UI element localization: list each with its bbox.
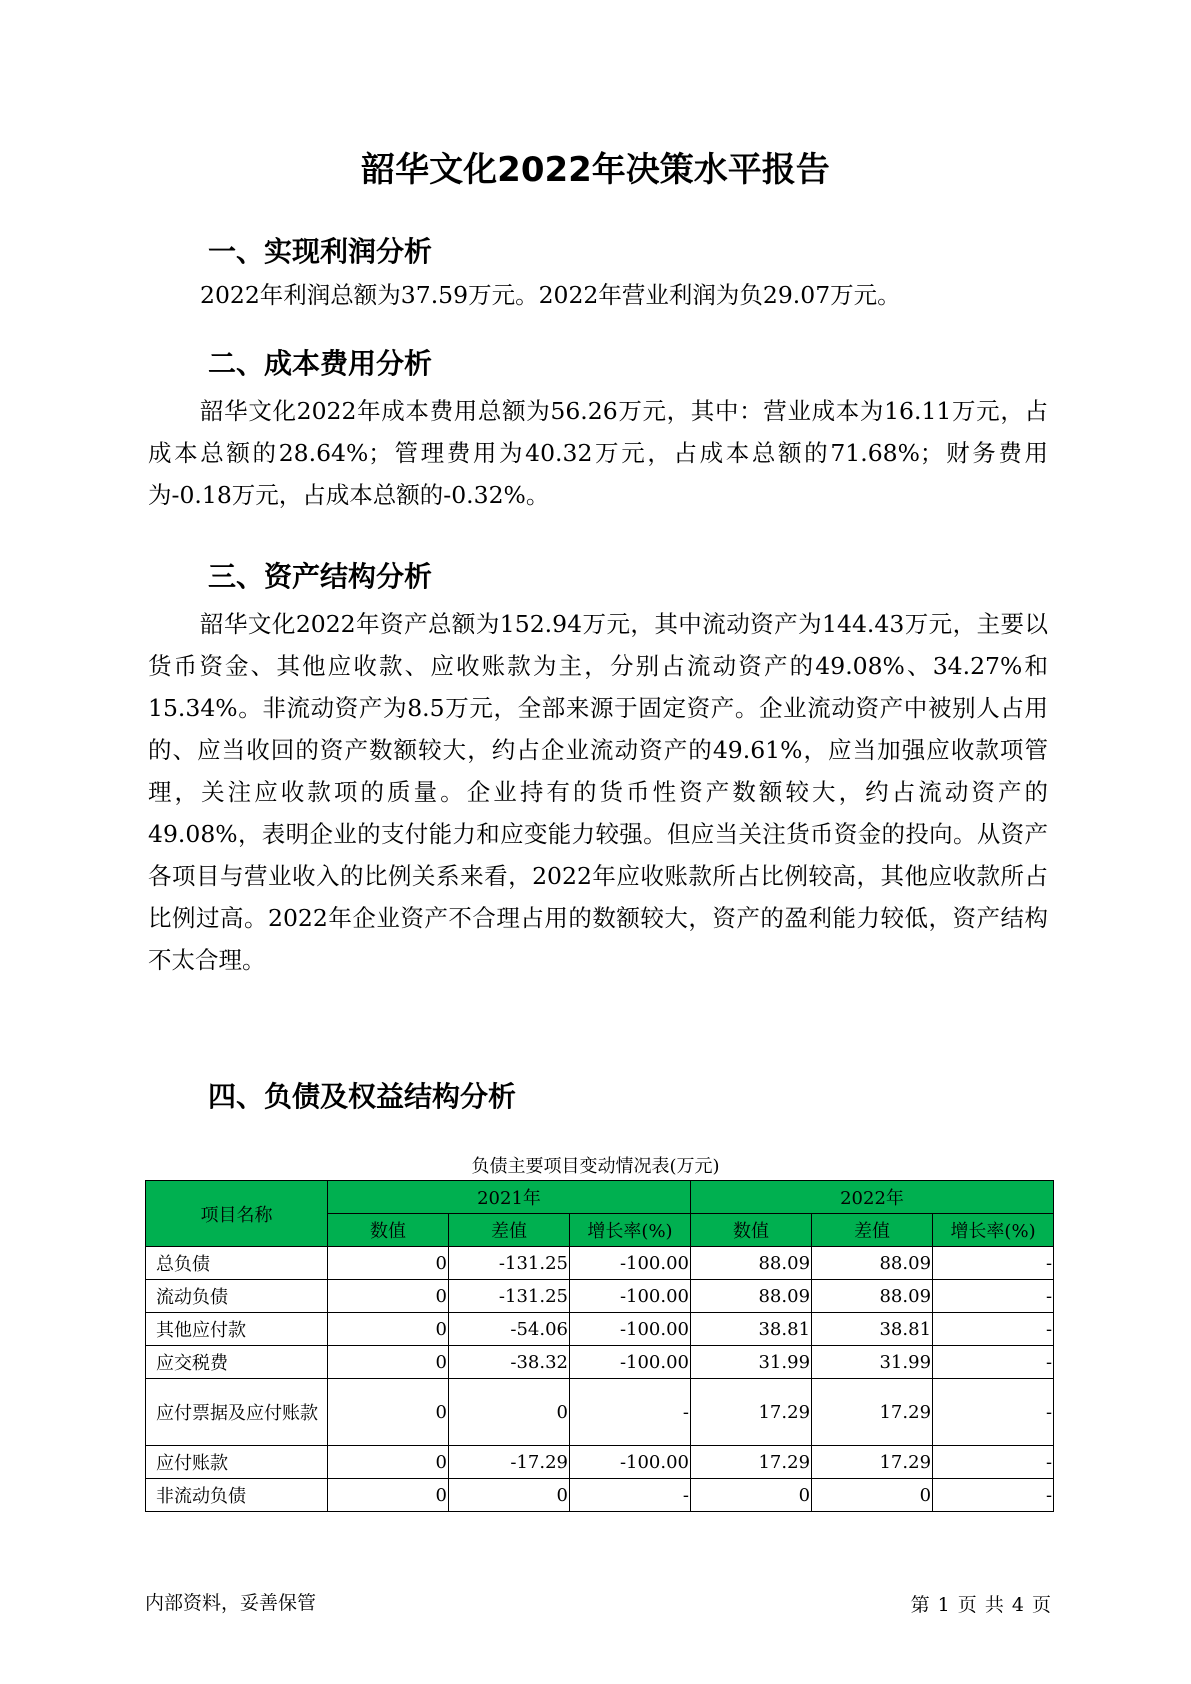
table-cell: -38.32 (449, 1346, 570, 1379)
header-year-2022: 2022年 (691, 1181, 1054, 1214)
row-name: 应交税费 (146, 1346, 328, 1379)
header-sub-value-2022: 数值 (691, 1214, 812, 1247)
table-cell: -54.06 (449, 1313, 570, 1346)
table-cell: -100.00 (570, 1280, 691, 1313)
table-cell: -100.00 (570, 1247, 691, 1280)
table-cell: -100.00 (570, 1346, 691, 1379)
table-cell: 38.81 (812, 1313, 933, 1346)
table-row (146, 1346, 1054, 1379)
table-cell: -100.00 (570, 1446, 691, 1479)
table-cell: - (933, 1346, 1054, 1379)
table-cell: 0 (691, 1479, 812, 1512)
table-cell: - (933, 1379, 1054, 1446)
header-sub-rate-2022: 增长率(%) (933, 1214, 1054, 1247)
header-sub-value-2021: 数值 (328, 1214, 449, 1247)
table-cell: 88.09 (691, 1280, 812, 1313)
table-cell: 0 (449, 1479, 570, 1512)
table-caption: 负债主要项目变动情况表(万元) (471, 1156, 720, 1177)
table-cell: 0 (328, 1313, 449, 1346)
header-year-2021: 2021年 (328, 1181, 691, 1214)
table-cell: - (933, 1280, 1054, 1313)
table-cell: 0 (449, 1379, 570, 1446)
table-cell: -17.29 (449, 1446, 570, 1479)
table-cell: 38.81 (691, 1313, 812, 1346)
table-cell: 0 (812, 1479, 933, 1512)
row-name: 非流动负债 (146, 1479, 328, 1512)
table-row (146, 1280, 1054, 1313)
table-cell: 17.29 (812, 1446, 933, 1479)
table-cell: - (570, 1379, 691, 1446)
section-heading-profit: 一、实现利润分析 (208, 235, 433, 268)
footer-confidential-note: 内部资料，妥善保管 (145, 1592, 317, 1614)
table-cell: - (933, 1247, 1054, 1280)
table-row (146, 1479, 1054, 1512)
table-cell: 88.09 (812, 1247, 933, 1280)
table-cell: -100.00 (570, 1313, 691, 1346)
table-cell: - (570, 1479, 691, 1512)
table-cell: 17.29 (691, 1379, 812, 1446)
table-row (146, 1247, 1054, 1280)
row-name: 总负债 (146, 1247, 328, 1280)
table-cell: 31.99 (812, 1346, 933, 1379)
report-title: 韶华文化2022年决策水平报告 (361, 150, 830, 190)
header-sub-diff-2022: 差值 (812, 1214, 933, 1247)
header-sub-diff-2021: 差值 (449, 1214, 570, 1247)
table-cell: 31.99 (691, 1346, 812, 1379)
table-cell: 0 (328, 1379, 449, 1446)
section-paragraph-profit: 2022年利润总额为37.59万元。2022年营业利润为负29.07万元。 (200, 281, 901, 309)
table-cell: -131.25 (449, 1247, 570, 1280)
header-sub-rate-2021: 增长率(%) (570, 1214, 691, 1247)
table-cell: 88.09 (812, 1280, 933, 1313)
footer-page-number: 第 1 页 共 4 页 (910, 1594, 1051, 1616)
liabilities-table (145, 1180, 1054, 1512)
table-cell: 88.09 (691, 1247, 812, 1280)
row-name: 应付账款 (146, 1446, 328, 1479)
table-cell: - (933, 1446, 1054, 1479)
table-cell: 0 (328, 1346, 449, 1379)
table-cell: 17.29 (691, 1446, 812, 1479)
section-paragraph-cost: 韶华文化2022年成本费用总额为56.26万元，其中：营业成本为16.11万元，占成本总额的28.64%；管理费用为40.32万元，占成本总额的71.68%；财务费用为-0.18万元，占成本总额的-0.32%。 (148, 397, 1048, 509)
table-row (146, 1313, 1054, 1346)
row-name: 其他应付款 (146, 1313, 328, 1346)
table-cell: 17.29 (812, 1379, 933, 1446)
table-cell: 0 (328, 1446, 449, 1479)
table-cell: 0 (328, 1479, 449, 1512)
row-name: 流动负债 (146, 1280, 328, 1313)
table-row (146, 1446, 1054, 1479)
table-cell: - (933, 1313, 1054, 1346)
header-item-name: 项目名称 (146, 1181, 328, 1247)
table-cell: 0 (328, 1247, 449, 1280)
section-heading-assets: 三、资产结构分析 (208, 560, 433, 593)
table-cell: - (933, 1479, 1054, 1512)
section-heading-liabilities: 四、负债及权益结构分析 (208, 1080, 517, 1113)
table-cell: -131.25 (449, 1280, 570, 1313)
row-name: 应付票据及应付账款 (146, 1379, 328, 1446)
table-row (146, 1379, 1054, 1446)
section-heading-cost: 二、成本费用分析 (208, 347, 433, 380)
section-paragraph-assets: 韶华文化2022年资产总额为152.94万元，其中流动资产为144.43万元，主要以货币资金、其他应收款、应收账款为主，分别占流动资产的49.08%、34.27%和15.34%。非流动资产为8.5万元，全部来源于固定资产。企业流动资产中被别人占用的、应当收回的资产数额较大，约占企业流动资产的49.61%，应当加强应收款项管理，关注应收款项的质量。企业持有的货币性资产数额较大，约占流动资产的49.08%，表明企业的支付能力和应变能力较强。但应当关注货币资金的投向。从资产各项目与营业收入的比例关系来看，2022年应收账款所占比例较高，其他应收款所占比例过高。2022年企业资产不合理占用的数额较大，资产的盈利能力较低，资产结构不太合理。 (148, 610, 1048, 974)
table-cell: 0 (328, 1280, 449, 1313)
